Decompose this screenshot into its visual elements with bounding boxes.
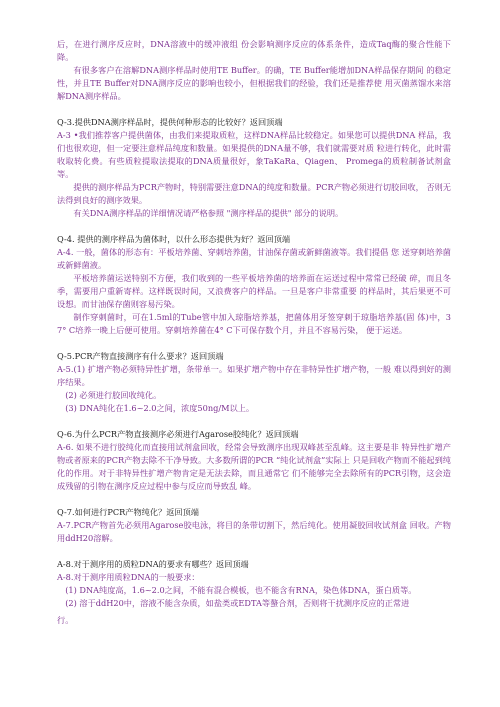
answer-3-para-1: A-3 •我们推荐客户提供菌体，由我们来提取质粒，这样DNA样品比较稳定。如果您可以提供DNA 样品，我们也很欢迎，但一定要注意样品纯度和数量。如果提供的DNA量不够，我们就需要对质 粒进行转化，此时需收取转化费。有些质粒提取法提取的DNA质量很好，象TaKaRa、Qiagen、 Promega的质粒制备试剂盒等。 <box>57 130 451 179</box>
answer-8-continuation: 行。 <box>57 615 74 625</box>
answer-8-item-1: (1) DNA纯度高，1.6~2.0之间，不能有混合模板，也不能含有RNA，染色体DNA，蛋白质等。 <box>65 585 417 595</box>
question-7: Q-7.如何进行PCR产物纯化？返回顶端 <box>57 507 199 517</box>
answer-5-item-3: (3) DNA纯化在1.6~2.0之间，浓度50ng/M以上。 <box>65 403 255 413</box>
question-8: A-8.对于测序用的质粒DNA的要求有哪些？返回顶端 <box>57 559 249 569</box>
answer-5-item-1: A-5.(1) 扩增产物必须特异性扩增，条带单一。如果扩增产物中存在非特异性扩增产物，一般 难以得到好的测序结果。 <box>57 364 451 387</box>
answer-4-para-2: 平板培养菌运送特别不方便，我们收到的一些平板培养菌的培养面在运送过程中常常已经破 碎，而且冬季，需要用户重新寄样。这样既误时间，又浪费客户的样品。一旦是客户非常重要 的样品时，其后果更不可设想。而甘油保存菌则容易污染。 <box>57 273 451 309</box>
question-5: Q-5.PCR产物直接测序有什么要求？返回顶端 <box>57 351 224 361</box>
question-4: Q-4. 提供的测序样品为菌体时，以什么形态提供为好？返回顶端 <box>57 234 291 244</box>
question-3: Q-3.提供DNA测序样品时，提供何种形态的比较好？返回顶端 <box>57 117 283 127</box>
answer-8-item-2: (2) 溶于ddH20中，溶液不能含杂质，如盐类或EDTA等螯合剂，否则将干扰测序反应的正常进 <box>65 598 410 608</box>
intro-paragraph-2: 有很多客户在溶解DNA测序样品时使用TE Buffer。的确，TE Buffer能增加DNA样品保存期间 的稳定性，并且TE Buffer对DNA测序反应的影响也较小，但根据我们的经验，我们还是推荐使 用灭菌蒸馏水来溶解DNA测序样品。 <box>57 65 451 101</box>
answer-3-para-2: 提供的测序样品为PCR产物时，特别需要注意DNA的纯度和数量。PCR产物必须进行切胶回收， 否则无法得到良好的测序效果。 <box>57 182 451 205</box>
question-6: Q-6.为什么PCR产物直接测序必须进行Agarose胶纯化？返回顶端 <box>57 429 299 439</box>
answer-6: A-6. 如果不进行胶纯化而直接用试剂盒回收，经常会导致测序出现双峰甚至乱峰。这主要是非 特异性扩增产物或者原来的PCR产物去除不干净导致。大多数所谓的PCR “纯化试剂盒”实际上 只是回收产物而不能起到纯化的作用。对于非特异性扩增产物肯定是无法去除，而且通常它 们不能够完全去除所有的PCR引物，这会造成残留的引物在测序反应过程中参与反应而导致乱 峰。 <box>57 442 451 491</box>
answer-3-para-3: 有关DNA测序样品的详细情况请严格参照 "测序样品的提供" 部分的说明。 <box>73 208 344 218</box>
answer-4-para-3: 制作穿刺菌时，可在1.5ml的Tube管中加入琼脂培养基，把菌体用牙签穿刺于琼脂培养基(固 体)中，37° C培养一晚上后便可使用。穿刺培养菌在4° C下可保存数个月，并且不容易污染， 便于运送。 <box>57 312 451 335</box>
answer-5-item-2: (2) 必须进行胶回收纯化。 <box>65 390 162 400</box>
answer-8-intro: A-8.对于测序用质粒DNA的一般要求： <box>57 572 200 582</box>
answer-4-para-1: A-4. 一般，菌体的形态有：平板培养菌、穿刺培养菌，甘油保存菌或新鲜菌液等。我们提倡 您 送穿刺培养菌或新鲜菌液。 <box>57 247 451 270</box>
answer-7: A-7.PCR产物首先必须用Agarose胶电泳，将目的条带切割下，然后纯化。使用凝胶回收试剂盒 回收。产物用ddH20溶解。 <box>57 520 451 543</box>
intro-paragraph-1: 后，在进行测序反应时，DNA溶液中的缓冲液组 份会影响测序反应的体系条件，造成Taq酶的聚合性能下降。 <box>57 39 451 62</box>
document-body <box>57 38 451 627</box>
